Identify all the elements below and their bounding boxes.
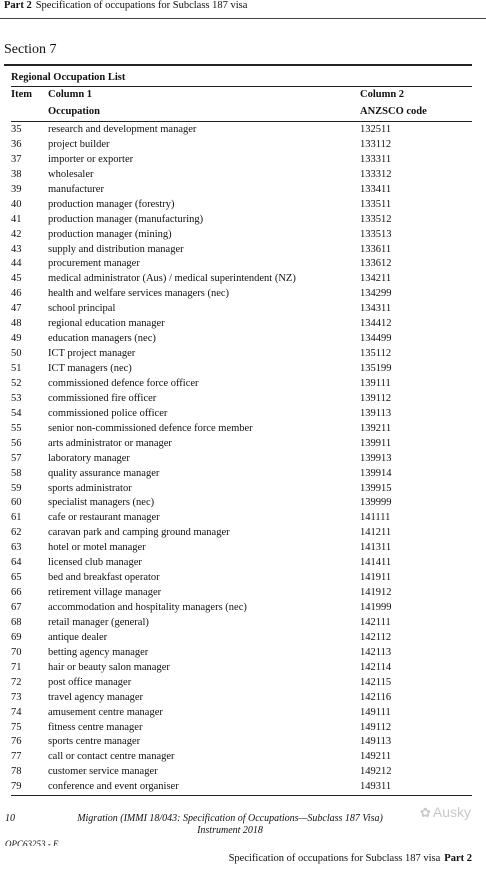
row-item-number: 58 xyxy=(11,467,22,479)
section-rule xyxy=(4,64,472,66)
row-anzsco-code: 139211 xyxy=(360,422,392,434)
row-item-number: 74 xyxy=(11,706,22,718)
row-anzsco-code: 142111 xyxy=(360,616,391,628)
row-item-number: 46 xyxy=(11,288,22,300)
row-anzsco-code: 133513 xyxy=(360,228,392,240)
row-anzsco-code: 133511 xyxy=(360,198,392,210)
footer-title-line2: Instrument 2018 xyxy=(197,825,263,836)
row-item-number: 67 xyxy=(11,602,22,613)
table-row xyxy=(0,482,486,497)
table-row xyxy=(0,750,486,765)
row-occupation: production manager (mining) xyxy=(48,228,172,240)
header-row-rule xyxy=(11,121,472,122)
table-row xyxy=(0,616,486,631)
row-occupation: sports centre manager xyxy=(48,736,141,748)
row-item-number: 72 xyxy=(11,676,22,688)
row-occupation: manufacturer xyxy=(48,183,104,195)
row-occupation: education managers (nec) xyxy=(48,333,156,345)
table-row xyxy=(0,661,486,676)
row-occupation: travel agency manager xyxy=(48,691,144,703)
bottom-title: Specification of occupations for Subclass 187 visa xyxy=(228,853,441,864)
row-item-number: 49 xyxy=(11,333,22,345)
row-item-number: 50 xyxy=(11,348,22,360)
row-occupation: regional education manager xyxy=(48,318,165,330)
row-occupation: commissioned police officer xyxy=(48,407,168,419)
row-anzsco-code: 139914 xyxy=(360,467,392,479)
row-anzsco-code: 134499 xyxy=(360,333,392,345)
row-item-number: 59 xyxy=(11,482,22,494)
row-anzsco-code: 149211 xyxy=(360,751,392,763)
row-occupation: production manager (forestry) xyxy=(48,198,175,210)
row-anzsco-code: 133512 xyxy=(360,213,392,225)
row-occupation: importer or exporter xyxy=(48,153,134,165)
bottom-part: Part 2 xyxy=(444,853,472,864)
row-item-number: 56 xyxy=(11,437,22,449)
row-item-number: 57 xyxy=(11,452,22,464)
row-item-number: 79 xyxy=(11,781,22,793)
row-anzsco-code: 133612 xyxy=(360,258,392,270)
row-item-number: 52 xyxy=(11,377,22,389)
table-row xyxy=(0,452,486,467)
row-occupation: project builder xyxy=(48,138,110,150)
table-row xyxy=(0,183,486,198)
row-item-number: 38 xyxy=(11,168,22,180)
row-anzsco-code: 141111 xyxy=(360,512,391,524)
table-row xyxy=(0,168,486,183)
row-anzsco-code: 141912 xyxy=(360,587,392,599)
row-item-number: 54 xyxy=(11,407,22,419)
header-title: Specification of occupations for Subclass 187 visa xyxy=(35,0,248,11)
row-item-number: 44 xyxy=(11,258,22,270)
row-occupation: research and development manager xyxy=(48,124,197,135)
row-item-number: 68 xyxy=(11,616,22,628)
row-item-number: 61 xyxy=(11,512,22,524)
table-row xyxy=(0,631,486,646)
row-occupation: retirement village manager xyxy=(48,587,162,599)
row-item-number: 42 xyxy=(11,228,22,240)
table-row xyxy=(0,676,486,691)
row-item-number: 45 xyxy=(11,273,22,285)
row-anzsco-code: 149113 xyxy=(360,736,392,748)
row-item-number: 62 xyxy=(11,527,22,539)
table-row xyxy=(0,257,486,272)
row-occupation: ICT managers (nec) xyxy=(48,363,132,374)
row-anzsco-code: 141411 xyxy=(360,557,392,569)
row-item-number: 66 xyxy=(11,587,22,599)
row-anzsco-code: 135112 xyxy=(360,348,392,360)
column-header-anzsco: ANZSCO code xyxy=(360,106,427,117)
row-item-number: 75 xyxy=(11,721,22,733)
row-item-number: 60 xyxy=(11,497,22,509)
row-occupation: conference and event organiser xyxy=(48,781,179,793)
table-row xyxy=(0,721,486,736)
row-occupation: post office manager xyxy=(48,676,132,688)
row-item-number: 35 xyxy=(11,124,22,135)
row-item-number: 53 xyxy=(11,392,22,404)
table-row xyxy=(0,437,486,452)
row-item-number: 36 xyxy=(11,138,22,150)
section-heading: Section 7 xyxy=(4,42,57,57)
row-item-number: 47 xyxy=(11,303,22,315)
row-occupation: ICT project manager xyxy=(48,348,136,360)
row-item-number: 43 xyxy=(11,243,22,255)
row-anzsco-code: 134311 xyxy=(360,303,392,315)
row-item-number: 71 xyxy=(11,661,22,673)
column-header-occupation: Occupation xyxy=(48,106,100,117)
row-occupation: antique dealer xyxy=(48,631,108,643)
row-item-number: 55 xyxy=(11,422,22,434)
row-occupation: betting agency manager xyxy=(48,646,149,658)
table-row xyxy=(0,780,486,795)
table-row xyxy=(0,153,486,168)
footer-reference: OPC63253 - E xyxy=(5,839,59,846)
title-rule xyxy=(11,86,472,87)
row-anzsco-code: 139913 xyxy=(360,452,392,464)
row-item-number: 41 xyxy=(11,213,22,225)
row-item-number: 39 xyxy=(11,183,22,195)
table-row xyxy=(0,302,486,317)
watermark xyxy=(420,804,471,821)
table-row xyxy=(0,272,486,287)
table-row xyxy=(0,691,486,706)
row-anzsco-code: 139111 xyxy=(360,377,391,389)
table-row xyxy=(0,467,486,482)
table-row xyxy=(0,377,486,392)
row-occupation: procurement manager xyxy=(48,258,140,270)
row-anzsco-code: 141911 xyxy=(360,572,392,584)
row-anzsco-code: 134299 xyxy=(360,288,392,300)
table-row xyxy=(0,526,486,541)
table-row xyxy=(0,138,486,153)
table-row xyxy=(0,362,486,377)
row-anzsco-code: 134211 xyxy=(360,273,392,285)
row-anzsco-code: 133312 xyxy=(360,168,392,180)
row-anzsco-code: 133311 xyxy=(360,153,392,165)
column-header-col1: Column 1 xyxy=(48,89,93,100)
row-anzsco-code: 142112 xyxy=(360,631,392,643)
table-row xyxy=(0,765,486,780)
row-anzsco-code: 141211 xyxy=(360,527,392,539)
header-part: Part 2 xyxy=(4,0,32,11)
row-occupation: customer service manager xyxy=(48,766,158,778)
table-row xyxy=(0,556,486,571)
row-occupation: school principal xyxy=(48,303,116,315)
column-header-col2: Column 2 xyxy=(360,89,405,100)
row-anzsco-code: 133611 xyxy=(360,243,392,255)
row-occupation: quality assurance manager xyxy=(48,467,160,479)
row-anzsco-code: 142113 xyxy=(360,646,392,658)
row-occupation: amusement centre manager xyxy=(48,706,163,718)
table-row xyxy=(0,601,486,616)
watermark-text: Ausky xyxy=(432,804,472,820)
row-item-number: 73 xyxy=(11,691,22,703)
row-anzsco-code: 139112 xyxy=(360,392,392,404)
row-item-number: 76 xyxy=(11,736,22,748)
row-occupation: call or contact centre manager xyxy=(48,751,175,763)
row-anzsco-code: 134412 xyxy=(360,318,392,330)
row-anzsco-code: 133112 xyxy=(360,138,392,150)
table-row xyxy=(0,571,486,586)
bottom-running-header xyxy=(229,853,472,864)
row-occupation: licensed club manager xyxy=(48,557,142,569)
row-occupation: arts administrator or manager xyxy=(48,437,172,449)
row-item-number: 77 xyxy=(11,751,22,763)
row-anzsco-code: 139911 xyxy=(360,437,392,449)
occupation-table-body xyxy=(0,123,486,795)
row-item-number: 70 xyxy=(11,646,22,658)
row-anzsco-code: 141999 xyxy=(360,602,392,613)
row-anzsco-code: 142115 xyxy=(360,676,392,688)
table-row xyxy=(0,496,486,511)
table-row xyxy=(0,407,486,422)
row-occupation: medical administrator (Aus) / medical superintendent (NZ) xyxy=(48,273,296,285)
row-occupation: commissioned defence force officer xyxy=(48,377,199,389)
row-occupation: accommodation and hospitality managers (nec) xyxy=(48,602,247,613)
row-occupation: caravan park and camping ground manager xyxy=(48,527,230,539)
row-anzsco-code: 139999 xyxy=(360,497,392,509)
row-occupation: senior non-commissioned defence force member xyxy=(48,422,253,434)
row-anzsco-code: 142116 xyxy=(360,691,392,703)
table-row xyxy=(0,228,486,243)
row-occupation: retail manager (general) xyxy=(48,616,149,628)
row-occupation: cafe or restaurant manager xyxy=(48,512,160,524)
table-row xyxy=(0,198,486,213)
table-row xyxy=(0,317,486,332)
table-row xyxy=(0,511,486,526)
row-item-number: 37 xyxy=(11,153,22,165)
table-row xyxy=(0,123,486,138)
page-header xyxy=(4,0,247,11)
column-header-item: Item xyxy=(11,89,32,100)
table-row xyxy=(0,392,486,407)
table-row xyxy=(0,243,486,258)
row-occupation: sports administrator xyxy=(48,482,132,494)
table-row xyxy=(0,332,486,347)
row-item-number: 69 xyxy=(11,631,22,643)
row-anzsco-code: 142114 xyxy=(360,661,392,673)
row-anzsco-code: 133411 xyxy=(360,183,392,195)
table-row xyxy=(0,706,486,721)
header-rule xyxy=(0,18,486,19)
row-anzsco-code: 149112 xyxy=(360,721,392,733)
row-occupation: laboratory manager xyxy=(48,452,130,464)
row-anzsco-code: 149111 xyxy=(360,706,391,718)
row-anzsco-code: 149212 xyxy=(360,766,392,778)
row-occupation: supply and distribution manager xyxy=(48,243,184,255)
table-bottom-rule xyxy=(11,795,472,796)
row-item-number: 78 xyxy=(11,766,22,778)
row-occupation: health and welfare services managers (nec) xyxy=(48,288,230,300)
table-row xyxy=(0,347,486,362)
watermark-logo-icon: ✿ xyxy=(420,805,431,820)
row-occupation: commissioned fire officer xyxy=(48,392,157,404)
footer-title-line1: Migration (IMMI 18/043: Specification of Occupations—Subclass 187 Visa) xyxy=(77,813,383,824)
row-anzsco-code: 139113 xyxy=(360,407,392,419)
row-item-number: 64 xyxy=(11,557,22,569)
row-occupation: specialist managers (nec) xyxy=(48,497,155,509)
table-row xyxy=(0,646,486,661)
row-anzsco-code: 132511 xyxy=(360,124,392,135)
table-row xyxy=(0,213,486,228)
row-item-number: 40 xyxy=(11,198,22,210)
row-item-number: 63 xyxy=(11,542,22,554)
row-occupation: hotel or motel manager xyxy=(48,542,146,554)
row-anzsco-code: 141311 xyxy=(360,542,392,554)
table-row xyxy=(0,735,486,750)
table-row xyxy=(0,287,486,302)
row-item-number: 51 xyxy=(11,363,22,374)
row-occupation: hair or beauty salon manager xyxy=(48,661,170,673)
row-occupation: production manager (manufacturing) xyxy=(48,213,204,225)
row-anzsco-code: 149311 xyxy=(360,781,392,793)
row-item-number: 65 xyxy=(11,572,22,584)
row-occupation: bed and breakfast operator xyxy=(48,572,160,584)
row-anzsco-code: 139915 xyxy=(360,482,392,494)
table-title: Regional Occupation List xyxy=(11,72,126,83)
row-occupation: fitness centre manager xyxy=(48,721,143,733)
footer-page-number: 10 xyxy=(5,813,15,824)
row-anzsco-code: 135199 xyxy=(360,363,392,374)
table-row xyxy=(0,422,486,437)
table-row xyxy=(0,586,486,601)
table-row xyxy=(0,541,486,556)
row-item-number: 48 xyxy=(11,318,22,330)
footer-document-title xyxy=(62,813,398,837)
row-occupation: wholesaler xyxy=(48,168,94,180)
